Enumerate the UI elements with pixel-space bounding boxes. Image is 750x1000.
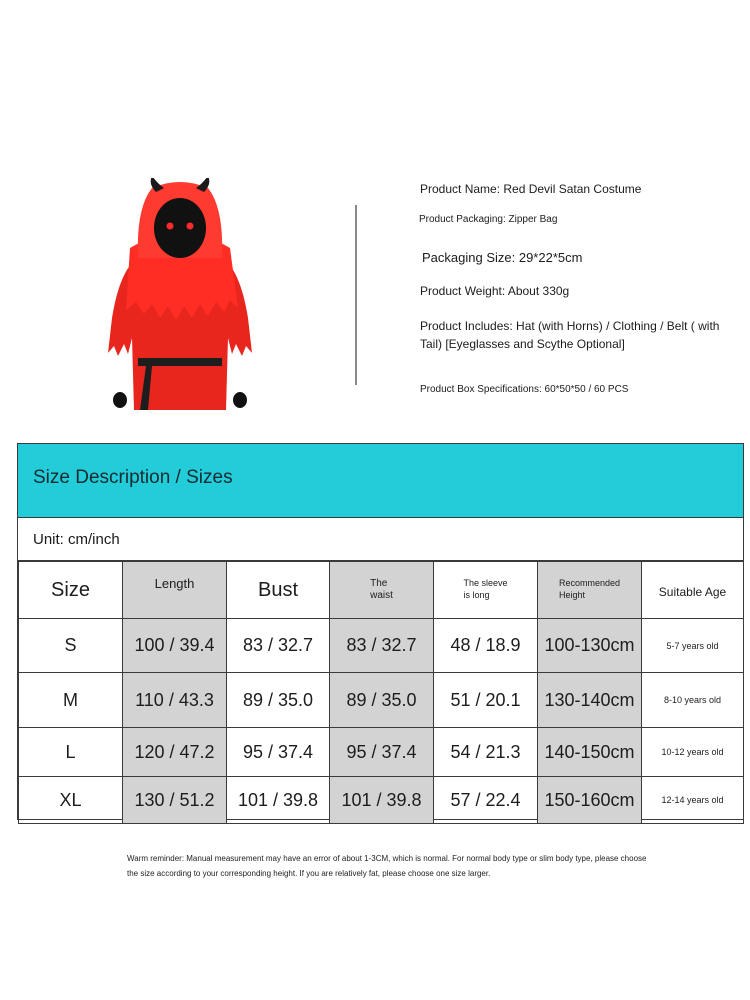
cell-age: 12-14 years old [642,777,744,824]
product-name: Product Name: Red Devil Satan Costume [420,182,642,196]
size-table [18,561,744,824]
header-age: Suitable Age [642,562,744,619]
cell-sleeve: 57 / 22.4 [434,777,538,824]
cell-length: 100 / 39.4 [123,619,227,673]
cell-age: 5-7 years old [642,619,744,673]
warm-reminder: Warm reminder: Manual measurement may have an error of about 1-3CM, which is normal. For normal body type or slim body type, please choose the size according to your corresponding height. If you are relatively fat, please choose one size larger. [127,854,647,878]
cell-age: 10-12 years old [642,728,744,777]
cell-height: 100-130cm [538,619,642,673]
cell-bust: 89 / 35.0 [227,673,330,728]
header-size: Size [19,562,123,619]
table-row [19,777,744,824]
cell-size: XL [19,777,123,824]
cell-waist: 83 / 32.7 [330,619,434,673]
cell-waist: 89 / 35.0 [330,673,434,728]
cell-size: L [19,728,123,777]
header-sleeve: The sleeve is long [434,562,538,619]
cell-sleeve: 48 / 18.9 [434,619,538,673]
table-header-row [19,562,744,619]
cell-height: 150-160cm [538,777,642,824]
unit-row [18,518,743,561]
table-row [19,673,744,728]
header-waist: The waist [330,562,434,619]
header-height: Recommended Height [538,562,642,619]
cell-sleeve: 54 / 21.3 [434,728,538,777]
cell-age: 8-10 years old [642,673,744,728]
cell-length: 120 / 47.2 [123,728,227,777]
cell-bust: 101 / 39.8 [227,777,330,824]
box-specifications: Product Box Specifications: 60*50*50 / 60 PCS [420,384,629,395]
table-row [19,728,744,777]
size-chart-title: Size Description / Sizes [33,467,233,488]
cell-bust: 95 / 37.4 [227,728,330,777]
cell-sleeve: 51 / 20.1 [434,673,538,728]
size-chart-header [18,444,743,518]
cell-size: S [19,619,123,673]
cell-length: 130 / 51.2 [123,777,227,824]
costume-product-image [100,178,260,410]
product-includes: Product Includes: Hat (with Horns) / Clothing / Belt ( with Tail) [Eyeglasses and Scythe Optional] [420,319,720,351]
cell-height: 140-150cm [538,728,642,777]
cell-size: M [19,673,123,728]
cell-bust: 83 / 32.7 [227,619,330,673]
packaging-size: Packaging Size: 29*22*5cm [422,250,583,265]
cell-waist: 101 / 39.8 [330,777,434,824]
unit-label: Unit: cm/inch [33,531,120,548]
table-row [19,619,744,673]
vertical-divider [355,205,357,385]
header-length: Length [123,562,227,619]
size-chart [17,443,744,820]
cell-height: 130-140cm [538,673,642,728]
product-weight: Product Weight: About 330g [420,284,570,298]
product-packaging: Product Packaging: Zipper Bag [419,214,558,225]
cell-length: 110 / 43.3 [123,673,227,728]
cell-waist: 95 / 37.4 [330,728,434,777]
header-bust: Bust [227,562,330,619]
